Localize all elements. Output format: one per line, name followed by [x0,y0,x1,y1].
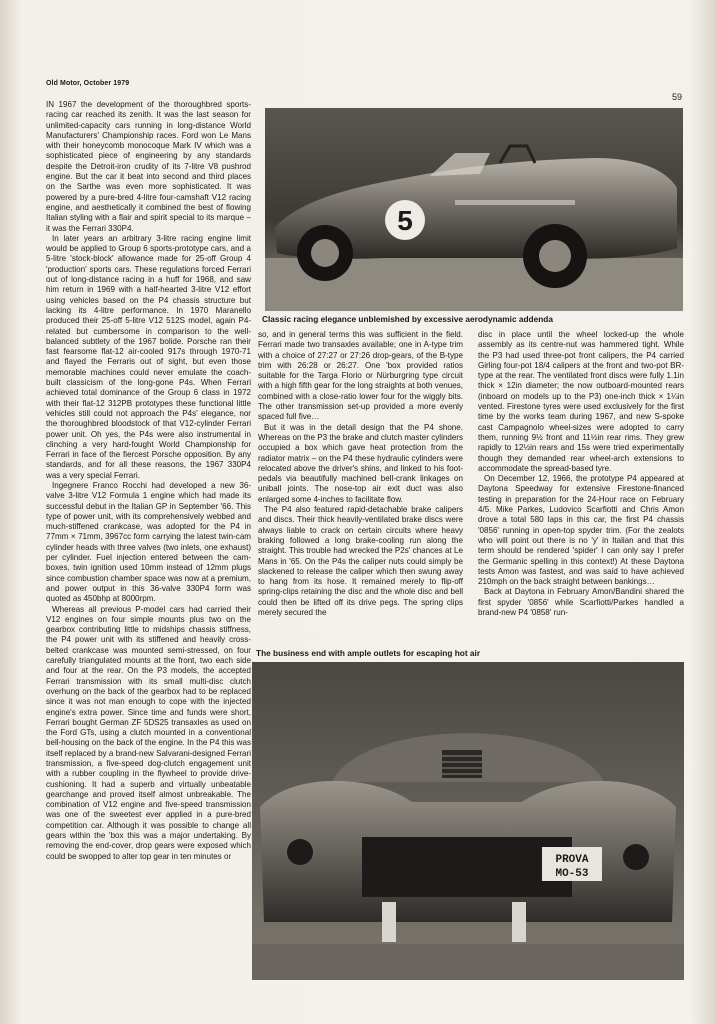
paragraph: Ingegnere Franco Rocchi had developed a new 36-valve 3-litre V12 Formula 1 engine which had made its successful debut in the Italian GP in September '66. This type of power unit, with its comprehensively webbed and much-stiffened crankcase, was adopted for the P4 in 77mm × 71mm, 3967cc form carrying the latest twin-cam cylinder heads with three valves (two inlets, one exhaust) per cylinder. Fuel injection entered between the cam-boxes, twin ignition used 10mm instead of 12mm plugs since combustion chamber space was now at a premium, and power output in this 36-valve 330P4 form was quoted as 450bhp at 8000rpm. [46,480,251,604]
running-header: Old Motor, October 1979 [46,80,130,87]
paragraph: Back at Daytona in February Amon/Bandini shared the first spyder '0856' while Scarfiotti/Parkes handled a brand-new P4 '0858' run- [478,587,684,618]
photo-racing-car-rear-view [252,662,684,980]
article-column-1 [46,100,251,1018]
paragraph: disc in place until the wheel locked-up the whole assembly as its centre-nut was hammered tight. While the P3 had used three-pot front calipers, the P4 carried Girling four-pot 18/4 calipers at the front and two-pot BR-type at the rear. The ventilated front discs were fully 1.1in thick × 12in diameter; the now outboard-mounted rears (inboard on models up to the P3) one-inch thick × 1¼in vented. Firestone tyres were used exclusively for the first time by the works team during 1967, and new S-spoke cast Campagnolo wheel-sizes were adopted to carry them, running 9½ front and 11½in rear rims. They grew rapidly to 12½in rears and 15s were tried experimentally though they demanded rear wheel-arch extensions to accommodate the spread-based tyre. [478,330,684,473]
plate-line-1: PROVA [555,854,589,866]
paragraph: IN 1967 the development of the thoroughbred sports-racing car reached its zenith. It was the last season for unlimited-capacity cars running in long-distance World Manufacturers' Championship races. Ford won Le Mans with their honeycomb monocoque Mark IV which was a sophisticated piece of engineering by any standards despite the Detroit-iron crudity of its 7-litre V8 pushrod engine. But the car it beat into second and third places on the Sarthe was even more sophisticated. It was powered by a pure-bred 4-litre four-camshaft V12 racing engine, and aesthetically it combined the best of flowing Italian styling with a flair and spirit special to its marque – it was the Ferrari 330P4. [46,100,251,233]
article-column-3 [478,330,684,646]
plate-line-2: MO-53 [555,868,589,880]
paragraph: In later years an arbitrary 3-litre racing engine limit would be applied to Group 6 sports-prototype cars, and a 5-litre 'stock-block' allowance made for 25-off Group 4 'production' sports cars. These regulations forced Ferrari out of long-distance racing in a huff for 1968, and saw him return in 1969 with a half-hearted 3-litre V12 effort using vehicles based on the P4 chassis structure but lacking its 4-litre performance. In 1970 Maranello produced their 25-off 5-litre V12 512S model, again P4-related but cumbersome in comparison to the well-balanced subtlety of the 1967 bolide. Porsche ran their fast fearsome flat-12 air-cooled 917s through 1970-71 and flayed the Ferraris out of sight, but even those memorable machines could never emulate the coach-built classicism of the long-gone P4s. When Ferrari achieved total dominance of the Group 6 class in 1972 with their flat-12 312PB prototypes these functional little vehicles still could not approach the P4s' elegance, nor the thoroughbred bloodstock of that V12-cylinder Ferrari power unit. Oh yes, the P4s were also instrumental in clinching a very hard-fought World Championship for Ferrari in face of the fiercest Porsche opposition. By any standards, and for all these reasons, the 1967 330P4 was a very special Ferrari. [46,233,251,480]
paragraph: Whereas all previous P-model cars had carried their V12 engines on four simple mounts plus two on the gearbox contributing little to midships chassis stiffness, the P4 power unit with its stiffened and heavily cross-belted crankcase was mounted semi-stressed, on four carefully triangulated mounts at the front, two each side and four at the rear. On the P3 models, the accepted Ferrari transmission with its small multi-disc clutch overhung on the back of the gearbox had to be replaced since it was not man enough to cope with the injected engine's extra power. Since time and funds were short, Ferrari bought German ZF 5DS25 transaxles as used on the Ford GTs, using a clutch mounted in a conventional bell-housing on the back of the engine. In the P4 this was itself replaced by a brand-new Salvarani-designed Ferrari transmission, a five-speed dog-clutch engagement unit with a rubber coupling in the flywheel to provide drive-cushioning. It had a superb and virtually unbeatable gearchange and proved itself almost unbreakable. The combination of V12 engine and five-speed transmission was one of the sweetest ever applied in a pure-bred competition car. Although it was possible to change all gears within the 'box this was a major undertaking. By removing the end-cover, drop gears were exposed which could be swopped to alter top gear in ten minutes or [46,604,251,861]
photo-caption-top: Classic racing elegance unblemished by excessive aerodynamic addenda [262,314,553,324]
photo-caption-bottom: The business end with ample outlets for escaping hot air [256,648,481,658]
article-column-2 [258,330,463,630]
paragraph: The P4 also featured rapid-detachable brake calipers and discs. Their thick heavily-ventilated brake discs were always liable to crack on certain circuits where heavy braking followed a long brake-cooling run along the straight. This trouble had wrecked the P2s' chances at Le Mans in '65. On the P4s the caliper nuts could simply be slackened to release the caliper which then swung away to hang from its hose. It remained merely to flip-off spring-clips retaining the disc and the whole disc and bell could then be lifted off its drive pegs. The spring clips merely secured the [258,505,463,618]
page-number: 59 [672,92,683,102]
car-rear-illustration [252,662,684,980]
race-number: 5 [397,205,413,236]
car-side-illustration [265,108,683,311]
photo-racing-car-side-view [265,108,683,311]
paragraph: so, and in general terms this was sufficient in the field. Ferrari made two transaxles available; one in A-type trim with a choice of 27:27 or 27:26 drop-gears, of the B-type trim with 26:28 or 26:27. One 'box provided ratios suitable for the Targa Florio or Nürburgring type circuit with a high fifth gear for the long straights at both venues, combined with a close-ratio lower four for the wiggly bits. The other transmission set-up provided a more evenly spaced full five… [258,330,463,422]
paragraph: On December 12, 1966, the prototype P4 appeared at Daytona Speedway for extensive Firestone-financed testing in preparation for the 24-Hour race on February 4/5. Mike Parkes, Ludovico Scarfiotti and Chris Amon drove a total 580 laps in this car, the first P4 chassis '0856' running in open-top spyder trim. (For the zealots who will point out there is no 'y' in Italian and that this term should be rendered 'spider' I can only say I prefer the Germanic spelling in this context!) At these Daytona tests Amon was fastest, and was said to have achieved 210mph on the back straight between bankings… [478,474,684,587]
paragraph: But it was in the detail design that the P4 shone. Whereas on the P3 the brake and clutch master cylinders occupied a box which gave heat protection from the radiator matrix – on the P4 these hydraulic cylinders were relocated above the driver's shins, and linked to his foot-pedals via beautifully machined bell-crank linkages on uniball joints. The nose-top air exit duct was also enlarged some 4-inches to facilitate flow. [258,422,463,504]
